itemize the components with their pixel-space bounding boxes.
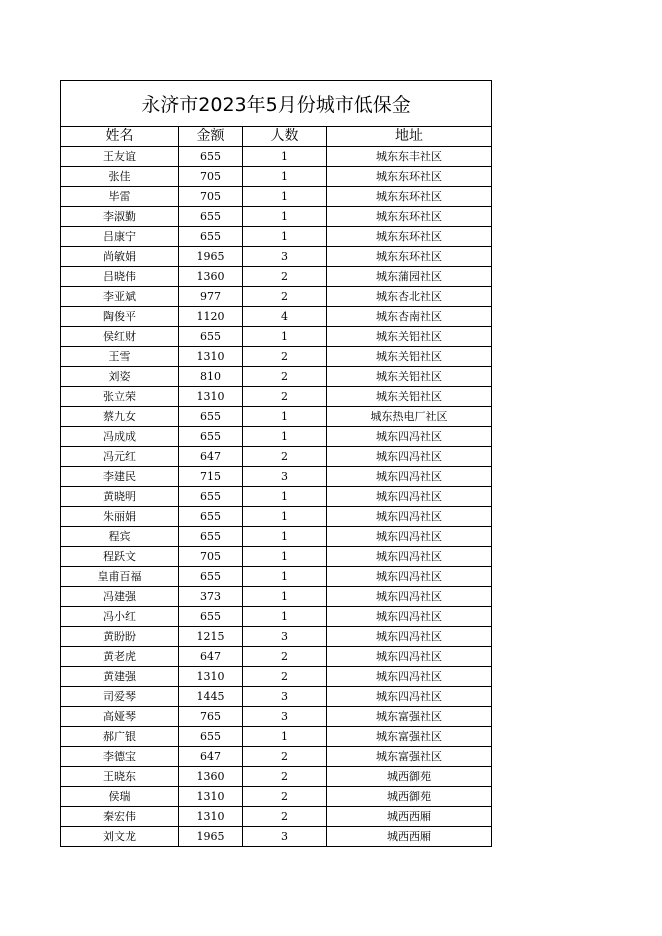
- name-cell: 吕康宁: [61, 227, 179, 247]
- name-cell: 黄盼盼: [61, 627, 179, 647]
- name-cell: 黄建强: [61, 667, 179, 687]
- count-cell: 1: [243, 227, 327, 247]
- amount-cell: 1445: [179, 687, 243, 707]
- table-row: [61, 267, 492, 287]
- address-cell: 城东东环社区: [327, 227, 492, 247]
- address-cell: 城东四冯社区: [327, 447, 492, 467]
- table-row: [61, 747, 492, 767]
- count-cell: 1: [243, 147, 327, 167]
- amount-cell: 1965: [179, 827, 243, 847]
- address-cell: 城西御苑: [327, 767, 492, 787]
- name-cell: 李德宝: [61, 747, 179, 767]
- count-cell: 2: [243, 267, 327, 287]
- address-cell: 城东关铝社区: [327, 387, 492, 407]
- table-row: [61, 287, 492, 307]
- count-cell: 2: [243, 387, 327, 407]
- table-row: [61, 627, 492, 647]
- amount-cell: 1310: [179, 787, 243, 807]
- address-cell: 城东四冯社区: [327, 467, 492, 487]
- count-cell: 3: [243, 247, 327, 267]
- address-cell: 城东四冯社区: [327, 427, 492, 447]
- address-cell: 城东东环社区: [327, 167, 492, 187]
- name-cell: 黄晓明: [61, 487, 179, 507]
- table-row: [61, 727, 492, 747]
- amount-cell: 1120: [179, 307, 243, 327]
- table-row: [61, 467, 492, 487]
- amount-cell: 655: [179, 407, 243, 427]
- count-cell: 4: [243, 307, 327, 327]
- column-header-amount: 金额: [179, 127, 243, 147]
- table-row: [61, 387, 492, 407]
- count-cell: 1: [243, 487, 327, 507]
- count-cell: 2: [243, 667, 327, 687]
- amount-cell: 715: [179, 467, 243, 487]
- amount-cell: 655: [179, 727, 243, 747]
- amount-cell: 1310: [179, 387, 243, 407]
- table-row: [61, 527, 492, 547]
- address-cell: 城东四冯社区: [327, 587, 492, 607]
- name-cell: 李亚斌: [61, 287, 179, 307]
- amount-cell: 1360: [179, 767, 243, 787]
- name-cell: 高娅琴: [61, 707, 179, 727]
- count-cell: 1: [243, 527, 327, 547]
- address-cell: 城东四冯社区: [327, 627, 492, 647]
- name-cell: 程宾: [61, 527, 179, 547]
- table-row: [61, 667, 492, 687]
- count-cell: 1: [243, 607, 327, 627]
- address-cell: 城东四冯社区: [327, 507, 492, 527]
- amount-cell: 655: [179, 567, 243, 587]
- address-cell: 城东四冯社区: [327, 487, 492, 507]
- count-cell: 3: [243, 467, 327, 487]
- count-cell: 2: [243, 767, 327, 787]
- table-row: [61, 427, 492, 447]
- address-cell: 城东四冯社区: [327, 667, 492, 687]
- name-cell: 尚敏娟: [61, 247, 179, 267]
- table-row: [61, 647, 492, 667]
- name-cell: 秦宏伟: [61, 807, 179, 827]
- count-cell: 2: [243, 447, 327, 467]
- table-row: [61, 327, 492, 347]
- amount-cell: 655: [179, 607, 243, 627]
- address-cell: 城东东环社区: [327, 207, 492, 227]
- count-cell: 1: [243, 407, 327, 427]
- count-cell: 1: [243, 507, 327, 527]
- name-cell: 侯瑞: [61, 787, 179, 807]
- address-cell: 城东四冯社区: [327, 647, 492, 667]
- count-cell: 3: [243, 627, 327, 647]
- count-cell: 1: [243, 207, 327, 227]
- table-row: [61, 807, 492, 827]
- count-cell: 1: [243, 567, 327, 587]
- table-row: [61, 827, 492, 847]
- name-cell: 朱丽娟: [61, 507, 179, 527]
- table-row: [61, 587, 492, 607]
- amount-cell: 647: [179, 447, 243, 467]
- amount-cell: 1360: [179, 267, 243, 287]
- amount-cell: 655: [179, 527, 243, 547]
- name-cell: 冯元红: [61, 447, 179, 467]
- column-header-name: 姓名: [61, 127, 179, 147]
- count-cell: 2: [243, 367, 327, 387]
- address-cell: 城西西厢: [327, 827, 492, 847]
- amount-cell: 1310: [179, 347, 243, 367]
- address-cell: 城西西厢: [327, 807, 492, 827]
- count-cell: 2: [243, 347, 327, 367]
- name-cell: 张立荣: [61, 387, 179, 407]
- count-cell: 2: [243, 807, 327, 827]
- name-cell: 蔡九女: [61, 407, 179, 427]
- address-cell: 城东关铝社区: [327, 327, 492, 347]
- name-cell: 郝广银: [61, 727, 179, 747]
- count-cell: 1: [243, 427, 327, 447]
- count-cell: 1: [243, 587, 327, 607]
- column-header-address: 地址: [327, 127, 492, 147]
- name-cell: 刘姿: [61, 367, 179, 387]
- address-cell: 城东关铝社区: [327, 347, 492, 367]
- table-row: [61, 147, 492, 167]
- address-cell: 城东东环社区: [327, 247, 492, 267]
- table-row: [61, 167, 492, 187]
- amount-cell: 373: [179, 587, 243, 607]
- count-cell: 2: [243, 287, 327, 307]
- address-cell: 城东富强社区: [327, 727, 492, 747]
- table-row: [61, 767, 492, 787]
- table-row: [61, 247, 492, 267]
- address-cell: 城东蒲园社区: [327, 267, 492, 287]
- name-cell: 冯成成: [61, 427, 179, 447]
- amount-cell: 765: [179, 707, 243, 727]
- address-cell: 城东富强社区: [327, 747, 492, 767]
- address-cell: 城东杏南社区: [327, 307, 492, 327]
- table-row: [61, 207, 492, 227]
- count-cell: 1: [243, 547, 327, 567]
- table-row: [61, 407, 492, 427]
- table-row: [61, 707, 492, 727]
- amount-cell: 655: [179, 507, 243, 527]
- count-cell: 2: [243, 747, 327, 767]
- address-cell: 城东富强社区: [327, 707, 492, 727]
- table-row: [61, 227, 492, 247]
- count-cell: 1: [243, 327, 327, 347]
- amount-cell: 1310: [179, 667, 243, 687]
- name-cell: 李建民: [61, 467, 179, 487]
- table-row: [61, 687, 492, 707]
- address-cell: 城东四冯社区: [327, 567, 492, 587]
- count-cell: 3: [243, 707, 327, 727]
- name-cell: 冯小红: [61, 607, 179, 627]
- header-row: [61, 127, 492, 147]
- name-cell: 张佳: [61, 167, 179, 187]
- name-cell: 毕雷: [61, 187, 179, 207]
- name-cell: 王晓东: [61, 767, 179, 787]
- name-cell: 司爱琴: [61, 687, 179, 707]
- table-row: [61, 787, 492, 807]
- address-cell: 城东热电厂社区: [327, 407, 492, 427]
- allowance-table: [60, 80, 492, 847]
- amount-cell: 977: [179, 287, 243, 307]
- amount-cell: 647: [179, 647, 243, 667]
- name-cell: 黄老虎: [61, 647, 179, 667]
- amount-cell: 705: [179, 547, 243, 567]
- count-cell: 2: [243, 787, 327, 807]
- count-cell: 3: [243, 827, 327, 847]
- address-cell: 城东四冯社区: [327, 687, 492, 707]
- amount-cell: 810: [179, 367, 243, 387]
- amount-cell: 705: [179, 167, 243, 187]
- name-cell: 皇甫百福: [61, 567, 179, 587]
- name-cell: 王友谊: [61, 147, 179, 167]
- table-row: [61, 507, 492, 527]
- count-cell: 1: [243, 727, 327, 747]
- amount-cell: 1965: [179, 247, 243, 267]
- address-cell: 城东四冯社区: [327, 607, 492, 627]
- table-row: [61, 447, 492, 467]
- table-row: [61, 367, 492, 387]
- table-row: [61, 347, 492, 367]
- count-cell: 3: [243, 687, 327, 707]
- amount-cell: 655: [179, 207, 243, 227]
- table-title: 永济市2023年5月份城市低保金: [61, 81, 492, 127]
- amount-cell: 655: [179, 487, 243, 507]
- name-cell: 陶俊平: [61, 307, 179, 327]
- count-cell: 1: [243, 167, 327, 187]
- name-cell: 吕晓伟: [61, 267, 179, 287]
- amount-cell: 1215: [179, 627, 243, 647]
- address-cell: 城东四冯社区: [327, 527, 492, 547]
- name-cell: 侯红财: [61, 327, 179, 347]
- table-row: [61, 547, 492, 567]
- count-cell: 1: [243, 187, 327, 207]
- name-cell: 王雪: [61, 347, 179, 367]
- name-cell: 李淑勤: [61, 207, 179, 227]
- amount-cell: 655: [179, 327, 243, 347]
- name-cell: 刘文龙: [61, 827, 179, 847]
- table-row: [61, 307, 492, 327]
- amount-cell: 655: [179, 227, 243, 247]
- amount-cell: 655: [179, 147, 243, 167]
- count-cell: 2: [243, 647, 327, 667]
- table-row: [61, 607, 492, 627]
- amount-cell: 655: [179, 427, 243, 447]
- amount-cell: 647: [179, 747, 243, 767]
- column-header-count: 人数: [243, 127, 327, 147]
- name-cell: 程跃文: [61, 547, 179, 567]
- address-cell: 城东关铝社区: [327, 367, 492, 387]
- address-cell: 城西御苑: [327, 787, 492, 807]
- table-row: [61, 187, 492, 207]
- address-cell: 城东东环社区: [327, 187, 492, 207]
- address-cell: 城东四冯社区: [327, 547, 492, 567]
- amount-cell: 1310: [179, 807, 243, 827]
- table-row: [61, 487, 492, 507]
- amount-cell: 705: [179, 187, 243, 207]
- address-cell: 城东杏北社区: [327, 287, 492, 307]
- name-cell: 冯建强: [61, 587, 179, 607]
- address-cell: 城东东丰社区: [327, 147, 492, 167]
- table-row: [61, 567, 492, 587]
